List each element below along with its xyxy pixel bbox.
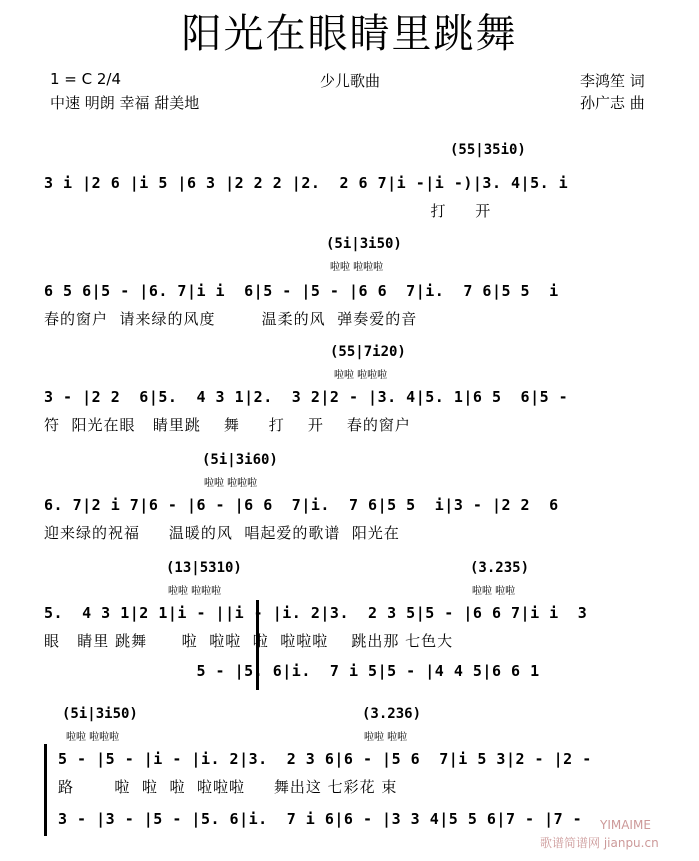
notation-line-6: 5 - |5 - |i - |i. 2|3. 2 3 6|6 - |5 6 7|i 5 3|2 - |2 -: [58, 750, 592, 768]
lyrics-line-3: 符 阳光在眼 睛里跳 舞 打 开 春的窗户: [44, 416, 411, 434]
fill-cue-6b: (3.236): [362, 706, 422, 722]
fill-la-6b: 啦啦 啦啦: [364, 732, 408, 743]
fill-cue-5b: (3.235): [470, 560, 530, 576]
lyricist-credit: 李鸿笙 词: [580, 72, 645, 90]
lyrics-line-4: 迎来绿的祝福 温暖的风 唱起爱的歌谱 阳光在: [44, 524, 400, 542]
notation-line-1: 3 i |2 6 |i 5 |6 3 |2 2 2 |2. 2 6 7|i -|i -)|3. 4|5. i: [44, 174, 569, 192]
fill-la-5: 啦啦 啦啦啦: [168, 586, 222, 597]
tempo-marking: 中速 明朗 幸福 甜美地: [50, 94, 200, 112]
lyrics-line-5: 眼 睛里 跳舞 啦 啦啦 啦 啦啦啦 跳出那 七色大: [44, 632, 454, 650]
notation-line-3: 3 - |2 2 6|5. 4 3 1|2. 3 2|2 - |3. 4|5. 1|6 5 6|5 -: [44, 388, 569, 406]
fill-cue-6: (5i|3i50): [62, 706, 138, 722]
fill-cue-5: (13|5310): [166, 560, 242, 576]
system-brace-2: [44, 744, 47, 836]
notation-line-5: 5. 4 3 1|2 1|i - ||i - |i. 2|3. 2 3 5|5 - |6 6 7|i i 3: [44, 604, 588, 622]
lyrics-line-2: 春的窗户 请来绿的风度 温柔的风 弹奏爱的音: [44, 310, 418, 328]
fill-la-4: 啦啦 啦啦啦: [204, 478, 258, 489]
key-signature: 1 = C 2/4: [50, 70, 122, 88]
site-watermark-2: YIMAIME: [600, 818, 651, 832]
notation-harmony-5: 5 - |5. 6|i. 7 i 5|5 - |4 4 5|6 6 1: [44, 662, 540, 680]
site-watermark: 歌谱简谱网 jianpu.cn: [540, 836, 659, 850]
fill-la-2: 啦啦 啦啦啦: [330, 262, 384, 273]
notation-line-4: 6. 7|2 i 7|6 - |6 - |6 6 7|i. 7 6|5 5 i|3 - |2 2 6: [44, 496, 559, 514]
notation-harmony-6: 3 - |3 - |5 - |5. 6|i. 7 i 6|6 - |3 3 4|5 5 6|7 - |7 -: [58, 810, 583, 828]
fill-la-6: 啦啦 啦啦啦: [66, 732, 120, 743]
fill-cue-3: (55|7i20): [330, 344, 406, 360]
fill-la-3: 啦啦 啦啦啦: [334, 370, 388, 381]
genre-label: 少儿歌曲: [320, 72, 381, 90]
composer-credit: 孙广志 曲: [580, 94, 645, 112]
fill-cue-4: (5i|3i60): [202, 452, 278, 468]
intro-cue: (55|35i0): [450, 142, 526, 158]
notation-line-2: 6 5 6|5 - |6. 7|i i 6|5 - |5 - |6 6 7|i. 7 6|5 5 i: [44, 282, 559, 300]
lyrics-line-6: 路 啦 啦 啦 啦啦啦 舞出这 七彩花 束: [58, 778, 398, 796]
song-title: 阳光在眼睛里跳舞: [181, 11, 518, 57]
fill-la-5b: 啦啦 啦啦: [472, 586, 516, 597]
fill-cue-2: (5i|3i50): [326, 236, 402, 252]
lyrics-line-1: 打 开: [44, 202, 492, 220]
